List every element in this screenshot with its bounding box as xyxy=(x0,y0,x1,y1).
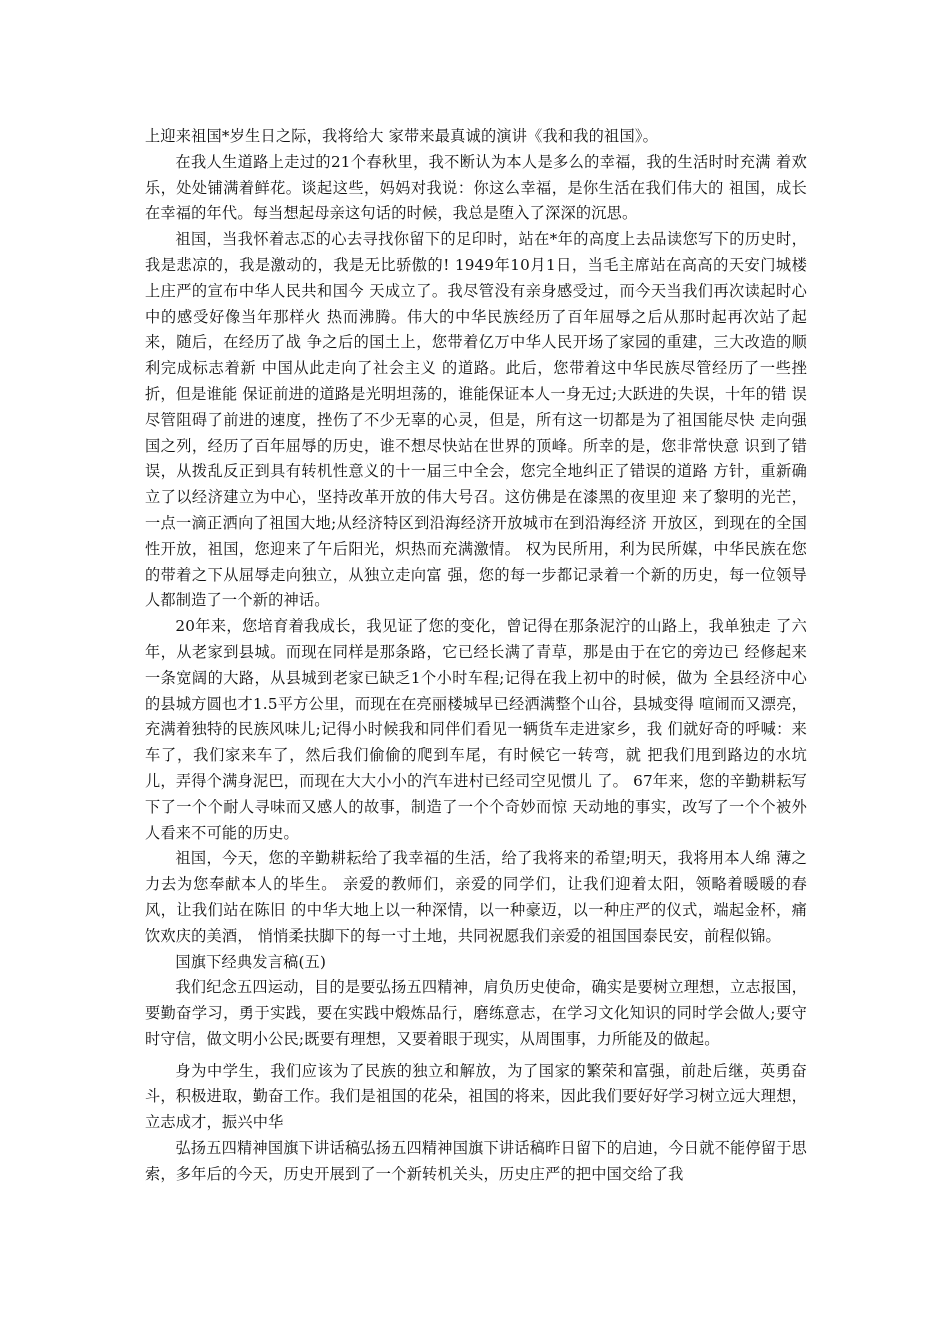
paragraph: 20年来，您培育着我成长，我见证了您的变化，曾记得在那条泥泞的山路上，我单独走 了六年，从老家到县城。而现在同样是那条路，它已经长满了青草，那是由于在它的旁边已 经修起来一条宽阔的大路，从县城到老家已缺乏1个小时车程;记得在我上初中的时候，做为 全县经济中心的县城方圆也才1.5平方公里，而现在在亮丽楼城早已经洒满整个山谷，县城变得 喧闹而又漂亮，充满着独特的民族风味儿;记得小时候我和同伴们看见一辆货车走进家乡，我 们就好奇的呼喊：来车了，我们家来车了，然后我们偷偷的爬到车尾，有时候它一转弯，就 把我们甩到路边的水坑儿，弄得个满身泥巴，而现在大大小小的汽车进村已经司空见惯儿 了。 67年来，您的辛勤耕耘写下了一个个耐人寻味而又感人的故事，制造了一个个奇妙而惊 天动地的事实，改写了一个个被外人看来不可能的历史。 xyxy=(145,617,807,842)
paragraph: 我们纪念五四运动，目的是要弘扬五四精神，肩负历史使命，确实是要树立理想，立志报国，要勤奋学习，勇于实践，要在实践中煅炼品行，磨练意志，在学习文化知识的同时学会做人;要守时守信，做文明小公民;既要有理想，又要着眼于现实，从周围事，力所能及的做起。 xyxy=(145,978,807,1048)
document-page xyxy=(145,124,807,1188)
section-heading: 国旗下经典发言稿(五) xyxy=(175,952,327,971)
paragraph: 在我人生道路上走过的21个春秋里，我不断认为本人是多么的幸福，我的生活时时充满 着欢乐，处处铺满着鲜花。谈起这些，妈妈对我说：你这么幸福，是你生活在我们伟大的 祖国，成长在幸福的年代。每当想起母亲这句话的时候，我总是堕入了深深的沉思。 xyxy=(145,152,807,223)
paragraph: 身为中学生，我们应该为了民族的独立和解放，为了国家的繁荣和富强，前赴后继，英勇奋斗，积极进取，勤奋工作。我们是祖国的花朵，祖国的将来，因此我们要好好学习树立远大理想，立志成才，振兴中华 xyxy=(145,1061,807,1132)
paragraph: 上迎来祖国*岁生日之际，我将给大 家带来最真诚的演讲《我和我的祖国》。 xyxy=(145,127,659,145)
paragraph: 祖国，当我怀着志忑的心去寻找你留下的足印时，站在*年的高度上去品读您写下的历史时，我是悲凉的，我是激动的，我是无比骄傲的! 1949年10月1日，当毛主席站在高高的天安门城楼上庄严的宣布中华人民共和国今 天成立了。我尽管没有亲身感受过，而今天当我们再次读起时心中的感受好像当年那样火 热而沸腾。伟大的中华民族经历了百年屈辱之后从那时起再次站了起来，随后，在经历了战 争之后的国土上，您带着亿万中华人民开场了家园的重建，三大改造的顺利完成标志着新 中国从此走向了社会主义 的道路。此后，您带着这中华民族尽管经历了一些挫折，但是谁能 保证前进的道路是光明坦荡的，谁能保证本人一身无过;大跃进的失误，十年的错 误尽管阻碍了前进的速度，挫伤了不少无辜的心灵，但是，所有这一切都是为了祖国能尽快 走向强国之列，经历了百年屈辱的历史，谁不想尽快站在世界的顶峰。所幸的是，您非常快意 识到了错误，从拨乱反正到具有转机性意义的十一届三中全会，您完全地纠正了错误的道路 方针，重新确立了以经济建立为中心，坚持改革开放的伟大号召。这仿佛是在漆黑的夜里迎 来了黎明的光芒，一点一滴正洒向了祖国大地;从经济特区到沿海经济开放城市在到沿海经济 开放区，到现在的全国性开放，祖国，您迎来了午后阳光，炽热而充满激情。 权为民所用，利为民所媒，中华民族在您的带着之下从屈辱走向独立，从独立走向富 强，您的每一步都记录着一个新的历史，每一位领导人都制造了一个新的神话。 xyxy=(145,230,807,610)
paragraph: 弘扬五四精神国旗下讲话稿弘扬五四精神国旗下讲话稿昨日留下的启迪，今日就不能停留于思索，多年后的今天，历史开展到了一个新转机关头，历史庄严的把中国交给了我 xyxy=(145,1139,807,1183)
paragraph: 祖国，今天，您的辛勤耕耘给了我幸福的生活，给了我将来的希望;明天，我将用本人绵 薄之力去为您奉献本人的毕生。 亲爱的教师们，亲爱的同学们，让我们迎着太阳，领略着暖暖的春风，让我们站在陈旧 的中华大地上以一种深情，以一种豪迈，以一种庄严的仪式，端起金杯，痛饮欢庆的美酒， 悄悄柔扶脚下的每一寸土地，共同祝愿我们亲爱的祖国国泰民安，前程似锦。 xyxy=(145,849,807,945)
